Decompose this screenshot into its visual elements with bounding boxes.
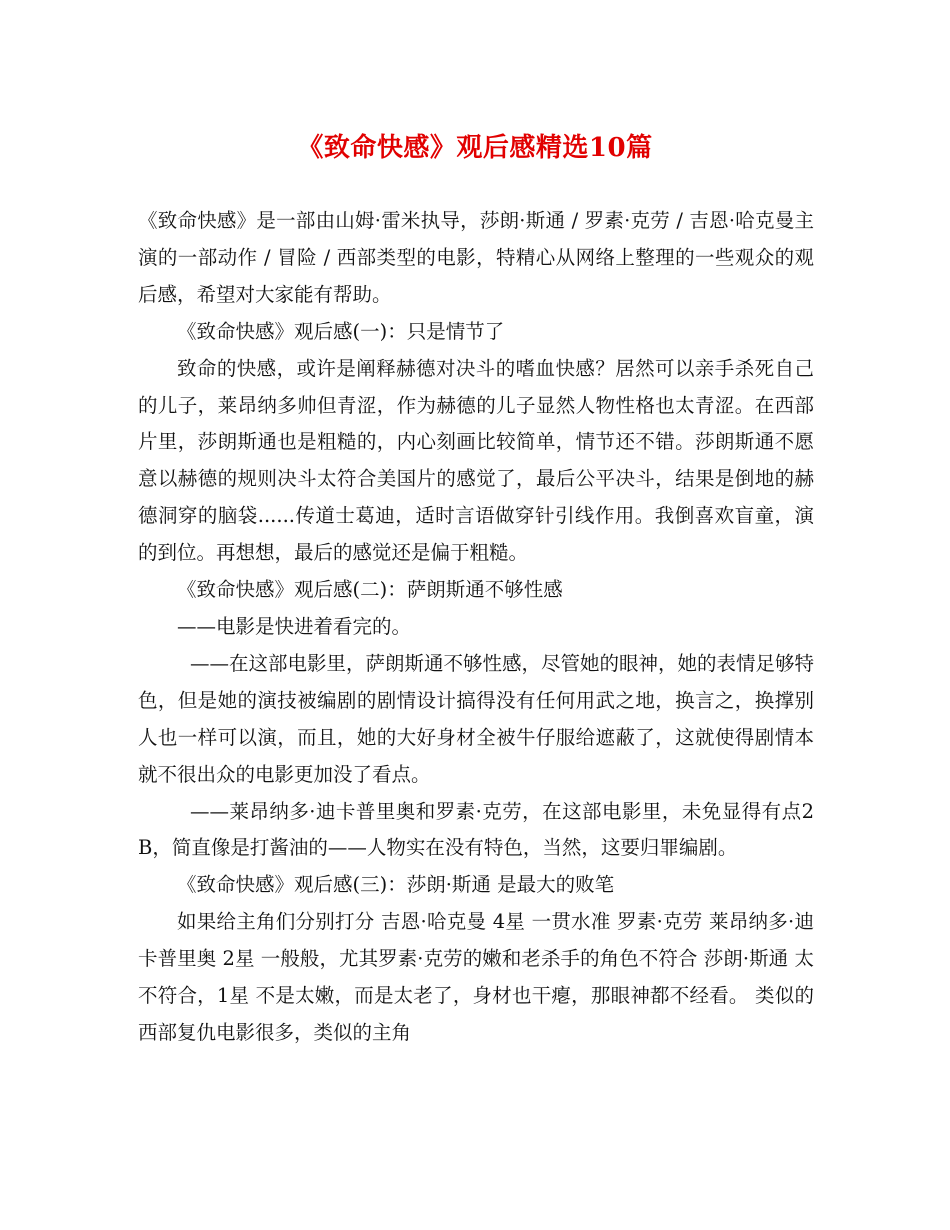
document-title: 《致命快感》观后感精选10篇: [297, 133, 653, 163]
document-body: [138, 203, 814, 1052]
review-paragraph-2c: ——莱昂纳多·迪卡普里奥和罗素·克劳，在这部电影里，未免显得有点2B，简直像是打酱油的——人物实在没有特色，当然，这要归罪编剧。: [138, 799, 814, 860]
intro-paragraph: 《致命快感》是一部由山姆·雷米执导，莎朗·斯通 / 罗素·克劳 / 吉恩·哈克曼主演的一部动作 / 冒险 / 西部类型的电影，特精心从网络上整理的一些观众的观后感，希望对大家能有帮助。: [138, 209, 814, 306]
review-paragraph-3: 如果给主角们分别打分 吉恩·哈克曼 4星 一贯水准 罗素·克劳 莱昂纳多·迪卡普里奥 2星 一般般，尤其罗素·克劳的嫩和老杀手的角色不符合 莎朗·斯通 太不符合，1星 不是太嫩，而是太老了，身材也干瘪，那眼神都不经看。 类似的西部复仇电影很多，类似的主角: [138, 910, 814, 1044]
review-paragraph-1: 致命的快感，或许是阐释赫德对决斗的嗜血快感？居然可以亲手杀死自己的儿子，莱昂纳多帅但青涩，作为赫德的儿子显然人物性格也太青涩。在西部片里，莎朗斯通也是粗糙的，内心刻画比较简单，情节还不错。莎朗斯通不愿意以赫德的规则决斗太符合美国片的感觉了，最后公平决斗，结果是倒地的赫德洞穿的脑袋......传道士葛迪，适时言语做穿针引线作用。我倒喜欢盲童，演的到位。再想想，最后的感觉还是偏于粗糙。: [138, 356, 814, 565]
review-paragraph-2a: ——电影是快进着看完的。: [177, 614, 412, 638]
review-heading-2: 《致命快感》观后感(二)：萨朗斯通不够性感: [177, 578, 563, 602]
review-heading-1: 《致命快感》观后感(一)：只是情节了: [177, 319, 505, 343]
review-heading-3: 《致命快感》观后感(三)：莎朗·斯通 是最大的败笔: [177, 873, 615, 897]
review-paragraph-2b: ——在这部电影里，萨朗斯通不够性感，尽管她的眼神，她的表情足够特色，但是她的演技被编剧的剧情设计搞得没有任何用武之地，换言之，换撑别人也一样可以演，而且，她的大好身材全被牛仔服给遮蔽了，这就使得剧情本就不很出众的电影更加没了看点。: [138, 651, 815, 786]
